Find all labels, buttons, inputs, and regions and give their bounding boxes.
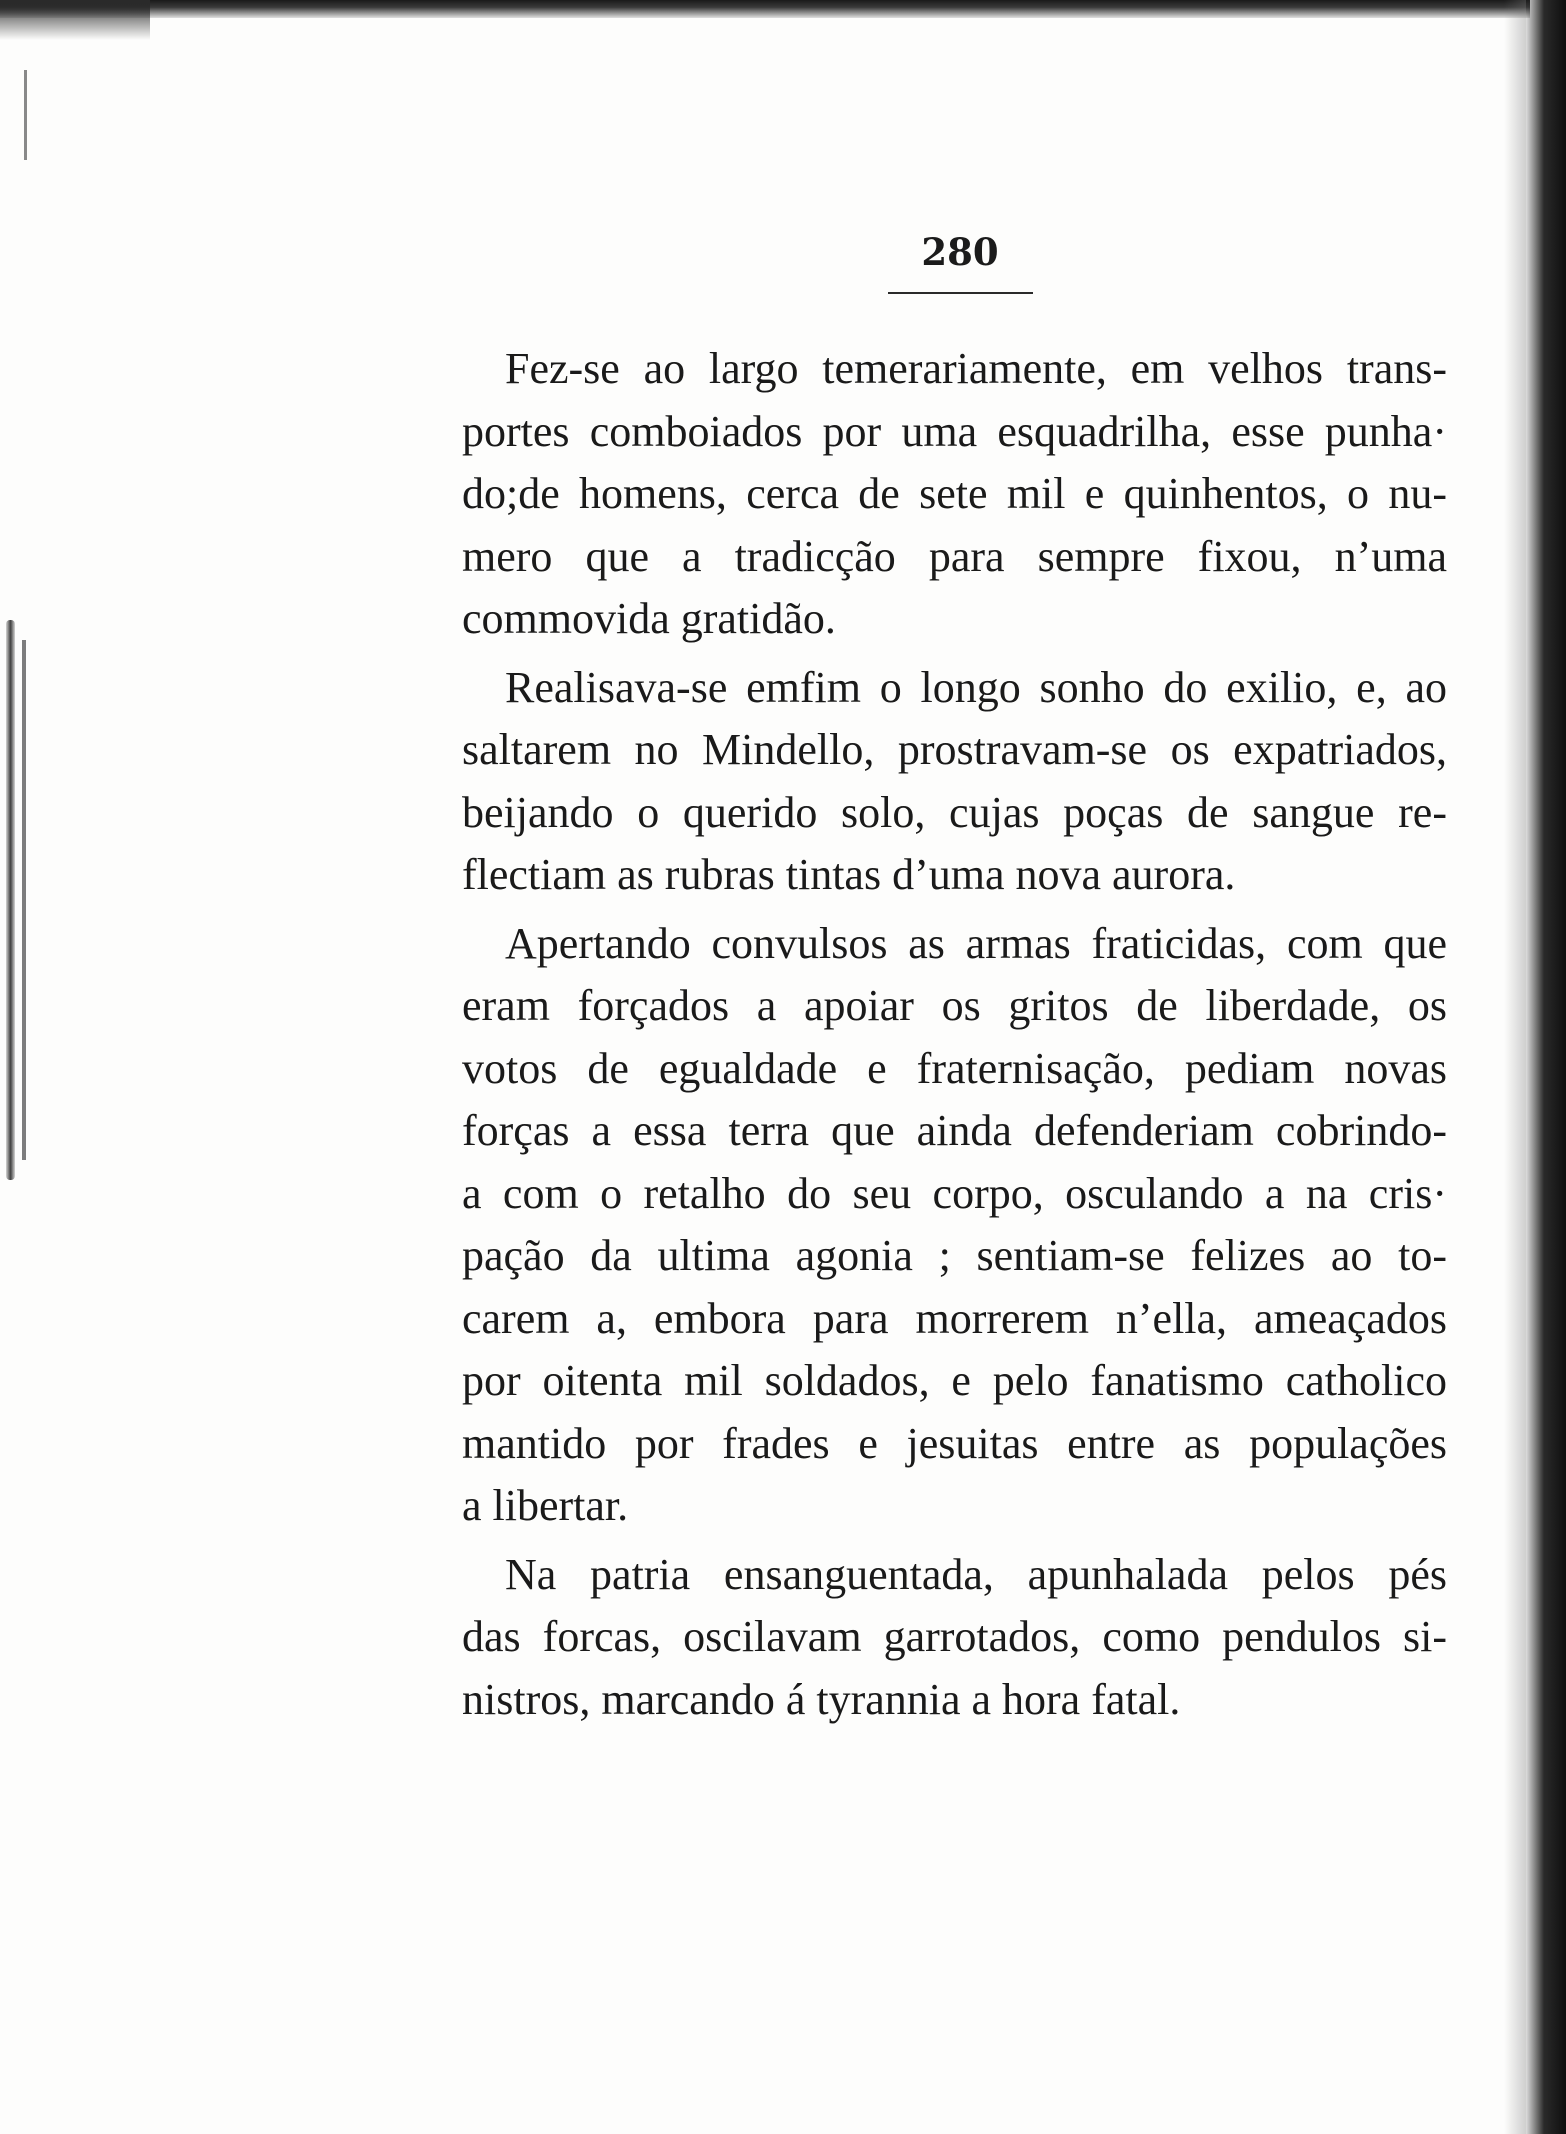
text-line: saltarem no Mindello, prostravam-se os expatriados, bbox=[462, 725, 1447, 774]
text-line: nistros, marcando á tyrannia a hora fatal. bbox=[462, 1674, 1181, 1724]
paragraph bbox=[462, 657, 1447, 907]
scan-right-edge bbox=[1526, 0, 1566, 2134]
text-line: forças a essa terra que ainda defenderiam cobrindo- bbox=[462, 1106, 1447, 1155]
paragraph bbox=[462, 1544, 1447, 1732]
body-text bbox=[462, 338, 1447, 1737]
text-line: a libertar. bbox=[462, 1481, 629, 1530]
text-line: a com o retalho do seu corpo, osculando a na cris· bbox=[462, 1168, 1447, 1218]
page-number: 280 bbox=[921, 230, 999, 274]
text-line: eram forçados a apoiar os gritos de liberdade, os bbox=[462, 981, 1447, 1030]
text-line: carem a, embora para morrerem n’ella, ameaçados bbox=[462, 1293, 1447, 1343]
scan-right-shadow bbox=[1504, 0, 1526, 2134]
paragraph bbox=[462, 338, 1447, 651]
header-rule bbox=[888, 292, 1033, 294]
scan-left-mark bbox=[22, 640, 26, 1160]
text-line: Fez-se ao largo temerariamente, em velhos trans- bbox=[505, 344, 1447, 393]
text-line: das forcas, oscilavam garrotados, como pendulos si- bbox=[462, 1612, 1447, 1661]
scan-left-tick bbox=[24, 70, 27, 160]
scan-top-corner bbox=[0, 0, 150, 40]
paragraph bbox=[462, 913, 1447, 1538]
text-line: do;de homens, cerca de sete mil e quinhentos, o nu- bbox=[462, 469, 1447, 518]
text-line: Realisava-se emfim o longo sonho do exilio, e, ao bbox=[505, 662, 1447, 712]
text-line: Na patria ensanguentada, apunhalada pelos pés bbox=[505, 1549, 1447, 1599]
text-line: beijando o querido solo, cujas poças de sangue re- bbox=[462, 787, 1447, 837]
text-line: votos de egualdade e fraternisação, pediam novas bbox=[462, 1043, 1447, 1093]
text-line: portes comboiados por uma esquadrilha, esse punha· bbox=[462, 406, 1447, 456]
text-line: mantido por frades e jesuitas entre as populações bbox=[462, 1418, 1447, 1468]
text-line: Apertando convulsos as armas fraticidas, com que bbox=[505, 918, 1447, 968]
text-line: pação da ultima agonia ; sentiam-se felizes ao to- bbox=[462, 1231, 1447, 1280]
text-line: mero que a tradicção para sempre fixou, n’uma bbox=[462, 531, 1447, 581]
text-line: commovida gratidão. bbox=[462, 594, 836, 643]
text-line: por oitenta mil soldados, e pelo fanatismo catholico bbox=[462, 1356, 1447, 1405]
text-line: flectiam as rubras tintas d’uma nova aurora. bbox=[462, 850, 1236, 899]
scan-top-edge bbox=[0, 0, 1530, 18]
scan-left-mark bbox=[6, 620, 15, 1180]
